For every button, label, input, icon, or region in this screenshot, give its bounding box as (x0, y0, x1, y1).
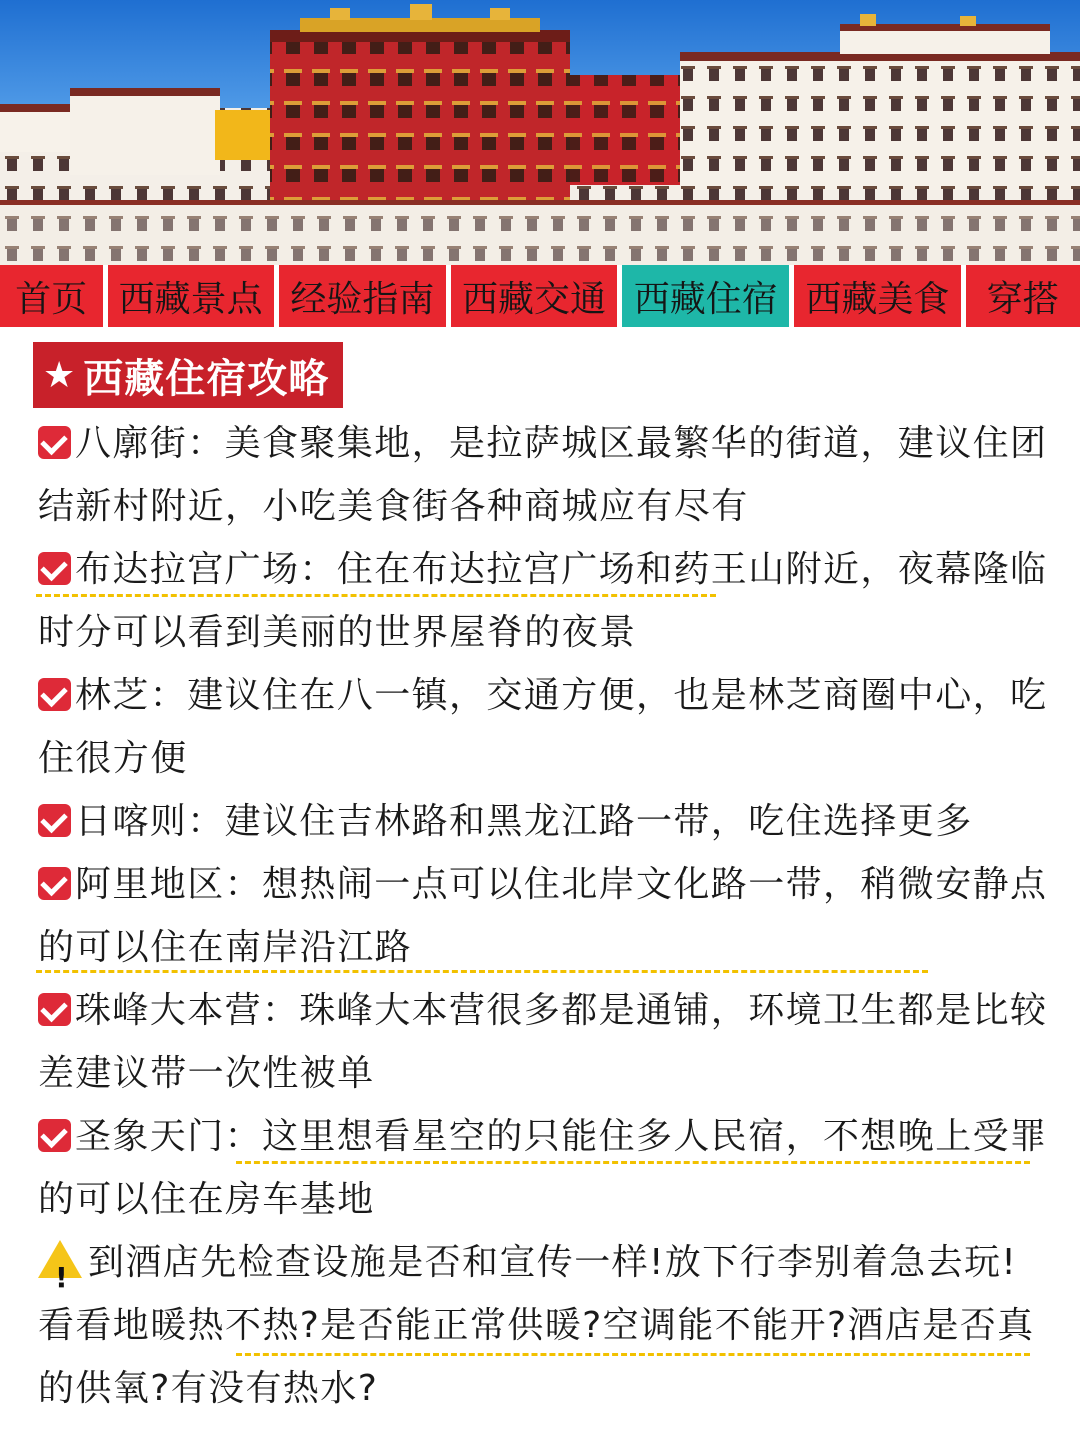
tab-outfits[interactable]: 穿搭 (966, 265, 1080, 327)
list-item-text: 珠峰大本营：珠峰大本营很多都是通铺，环境卫生都是比较差建议带一次性被单 (38, 990, 1048, 1094)
page-title: 西藏住宿攻略 (83, 355, 330, 402)
list-item (38, 538, 1050, 664)
list-item-text: 八廓街：美食聚集地，是拉萨城区最繁华的街道，建议住团结新村附近，小吃美食街各种商城应有尽有 (38, 423, 1048, 527)
hero-image-potala-palace (0, 0, 1080, 265)
warning-icon (38, 1240, 82, 1278)
content-list (38, 412, 1050, 1420)
list-item (38, 853, 1050, 979)
tab-accommodation[interactable]: 西藏住宿 (622, 265, 789, 327)
tab-attractions[interactable]: 西藏景点 (108, 265, 274, 327)
emphasis-underline (236, 1353, 1030, 1356)
list-item (38, 979, 1050, 1105)
tab-food[interactable]: 西藏美食 (794, 265, 960, 327)
tab-home[interactable]: 首页 (0, 265, 103, 327)
category-tab-bar (0, 265, 1080, 327)
list-item (38, 412, 1050, 538)
tab-guide[interactable]: 经验指南 (279, 265, 446, 327)
checkbox-icon (38, 993, 71, 1026)
list-item-text: 布达拉宫广场：住在布达拉宫广场和药王山附近，夜幕隆临时分可以看到美丽的世界屋脊的夜景 (38, 549, 1048, 653)
checkbox-icon (38, 426, 71, 459)
checkbox-icon (38, 804, 71, 837)
list-item (38, 664, 1050, 790)
list-item-text: 圣象天门：这里想看星空的只能住多人民宿，不想晚上受罪的可以住在房车基地 (38, 1116, 1048, 1220)
warning-note (38, 1231, 1050, 1420)
list-item-text: 林芝：建议住在八一镇，交通方便，也是林芝商圈中心，吃住很方便 (38, 675, 1048, 779)
checkbox-icon (38, 678, 71, 711)
list-item-text: 日喀则：建议住吉林路和黑龙江路一带，吃住选择更多 (75, 801, 973, 842)
emphasis-underline (236, 1161, 1030, 1164)
checkbox-icon (38, 867, 71, 900)
list-item (38, 1105, 1050, 1231)
section-title (33, 342, 343, 408)
list-item (38, 790, 1050, 853)
list-item-text: 阿里地区：想热闹一点可以住北岸文化路一带，稍微安静点的可以住在南岸沿江路 (38, 864, 1048, 968)
star-icon: ★ (43, 354, 76, 396)
tab-transport[interactable]: 西藏交通 (451, 265, 617, 327)
checkbox-icon (38, 1119, 71, 1152)
emphasis-underline (36, 970, 928, 973)
emphasis-underline (36, 594, 716, 597)
warning-text: 到酒店先检查设施是否和宣传一样!放下行李别着急去玩!看看地暖热不热?是否能正常供暖?空调能不能开?酒店是否真的供氧?有没有热水? (38, 1242, 1035, 1409)
checkbox-icon (38, 552, 71, 585)
